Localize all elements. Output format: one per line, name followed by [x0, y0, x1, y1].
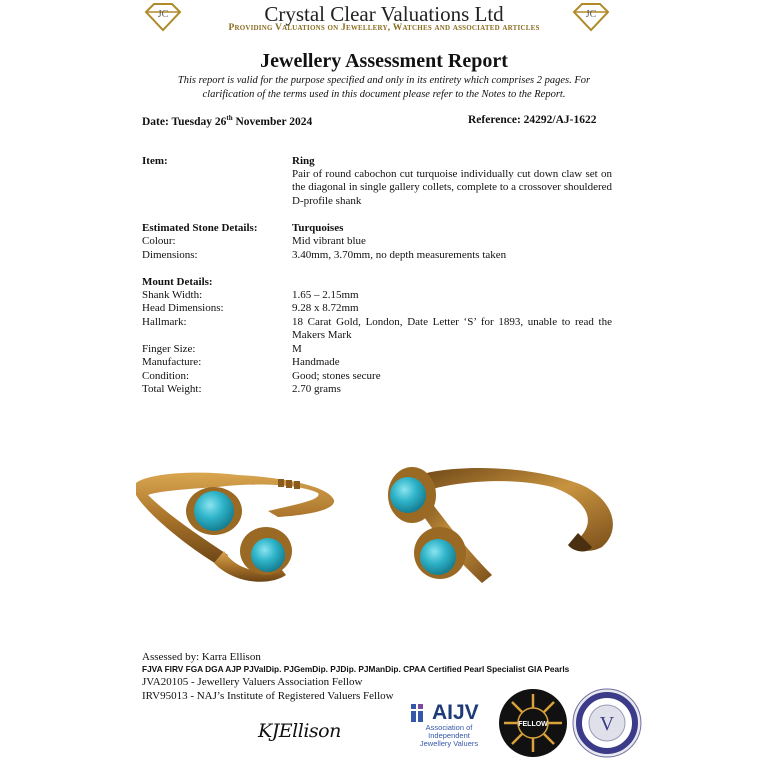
weight-label: Total Weight:	[142, 383, 202, 395]
naj-fellow-badge	[498, 688, 568, 758]
item-description: Pair of round cabochon cut turquoise individually cut down claw set on the diagonal in single gallery collets, complete to a crossover shouldered D-profile shank	[292, 168, 612, 207]
report-reference: Reference: 24292/AJ-1622	[468, 114, 597, 126]
hallmark-value: 18 Carat Gold, London, Date Letter ‘S’ for 1893, unable to read the Makers Mark	[292, 316, 612, 342]
svg-text:JC: JC	[157, 9, 169, 20]
assessor-qualifications: FJVA FIRV FGA DGA AJP PJValDip. PJGemDip. PJDip. PJManDip. CPAA Certified Pearl Specialist GIA Pearls	[142, 664, 570, 674]
validity-line-1: This report is valid for the purpose specified and only in its entirety which comprises 2 pages. For	[177, 75, 591, 86]
date-rest: November 2024	[232, 115, 313, 128]
jva-fellow-badge	[572, 688, 642, 758]
report-date	[142, 114, 312, 128]
manufacture-value: Handmade	[292, 356, 340, 368]
shank-value: 1.65 – 2.15mm	[292, 289, 359, 301]
ring-photo-side	[382, 455, 622, 595]
svg-text:FELLOW: FELLOW	[518, 721, 548, 728]
hallmark-label: Hallmark:	[142, 316, 187, 328]
date-suffix: th	[226, 114, 233, 122]
stones-value: Turquoises	[292, 222, 344, 234]
svg-text:JC: JC	[585, 9, 597, 20]
dimensions-value: 3.40mm, 3.70mm, no depth measurements taken	[292, 249, 507, 261]
date-prefix: Date: Tuesday 26	[142, 115, 227, 128]
assessor-signature: KJEllison	[258, 720, 341, 742]
hallmark-marks	[278, 479, 300, 489]
condition-value: Good; stones secure	[292, 370, 381, 382]
finger-label: Finger Size:	[142, 343, 196, 355]
dimensions-label: Dimensions:	[142, 249, 198, 261]
claw-setting-lower	[240, 527, 292, 575]
colour-label: Colour:	[142, 235, 176, 247]
manufacture-label: Manufacture:	[142, 356, 202, 368]
head-label: Head Dimensions:	[142, 302, 224, 314]
finger-value: M	[292, 343, 302, 355]
validity-note	[140, 74, 628, 102]
irv-fellowship: IRV95013 - NAJ’s Institute of Registered Valuers Fellow	[142, 690, 394, 702]
mount-label: Mount Details:	[142, 276, 213, 288]
aijv-subtitle: Association of Independent Jewellery Valuers	[419, 723, 479, 748]
aijv-logo: AIJV	[432, 701, 479, 724]
colour-value: Mid vibrant blue	[292, 235, 366, 247]
validity-line-2: clarification of the terms used in this document please refer to the Notes to the Report.	[202, 89, 566, 100]
report-title: Jewellery Assessment Report	[260, 50, 508, 72]
claw-setting-upper	[186, 487, 242, 535]
item-label: Item:	[142, 155, 168, 167]
ring-photo-front	[128, 455, 342, 595]
assessed-by: Assessed by: Karra Ellison	[142, 651, 261, 663]
condition-label: Condition:	[142, 370, 190, 382]
aijv-grid-icon	[410, 703, 432, 723]
weight-value: 2.70 grams	[292, 383, 341, 395]
company-tagline: Providing Valuations on Jewellery, Watches and associated articles	[228, 23, 540, 33]
company-name: Crystal Clear Valuations Ltd	[264, 2, 504, 26]
claw-setting-upper-side	[388, 467, 436, 523]
claw-setting-lower-side	[414, 527, 466, 579]
svg-text:V: V	[599, 713, 615, 735]
jva-fellowship: JVA20105 - Jewellery Valuers Association Fellow	[142, 676, 363, 688]
item-value: Ring	[292, 155, 315, 167]
stones-label: Estimated Stone Details:	[142, 222, 258, 234]
shank-label: Shank Width:	[142, 289, 203, 301]
head-value: 9.28 x 8.72mm	[292, 302, 359, 314]
